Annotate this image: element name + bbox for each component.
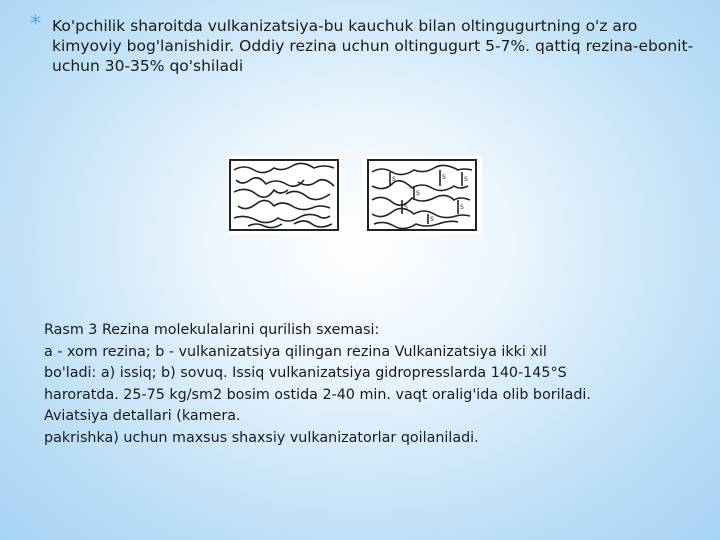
caption-line: haroratda. 25-75 kg/sm2 bosim ostida 2-40 min. vaqt oralig'ida olib boriladi. xyxy=(44,386,591,403)
crosslink-label: S xyxy=(404,204,408,211)
crosslink-label: S xyxy=(442,174,446,181)
caption-line: pakrishka) uchun maxsus shaxsiy vulkanizatorlar qoilaniladi. xyxy=(44,429,479,446)
rubber-molecule-figure xyxy=(228,156,478,234)
bullet-marker: * xyxy=(30,12,41,37)
caption-line: bo'ladi: a) issiq; b) sovuq. Issiq vulkanizatsiya gidropresslarda 140-145°S xyxy=(44,365,567,381)
vulcanized-rubber-diagram xyxy=(362,156,482,234)
crosslink-label: S xyxy=(416,190,420,197)
crosslink-label: S xyxy=(392,176,396,183)
vulcanized-rubber-chains-icon xyxy=(362,156,482,234)
caption-line: a - xom rezina; b - vulkanizatsiya qilingan rezina Vulkanizatsiya ikki xil xyxy=(44,343,547,360)
caption-line: Aviatsiya detallari (kamera. xyxy=(44,408,241,424)
crosslink-label: S xyxy=(430,216,434,223)
crosslink-label: S xyxy=(464,176,468,183)
intro-paragraph: Ko'pchilik sharoitda vulkanizatsiya-bu kauchuk bilan oltingugurtning o'z aro kimyoviy bog'lanishidir. Oddiy rezina uchun oltingugurt 5-7%. qattiq rezina-ebonit-uchun 30-35% qo'shiladi xyxy=(52,17,694,75)
crosslink-label: S xyxy=(460,204,464,211)
caption-block xyxy=(44,320,704,449)
raw-rubber-chains-icon xyxy=(228,156,340,234)
caption-line: Rasm 3 Rezina molekulalarini qurilish sxemasi: xyxy=(44,322,380,338)
raw-rubber-diagram xyxy=(228,156,340,234)
